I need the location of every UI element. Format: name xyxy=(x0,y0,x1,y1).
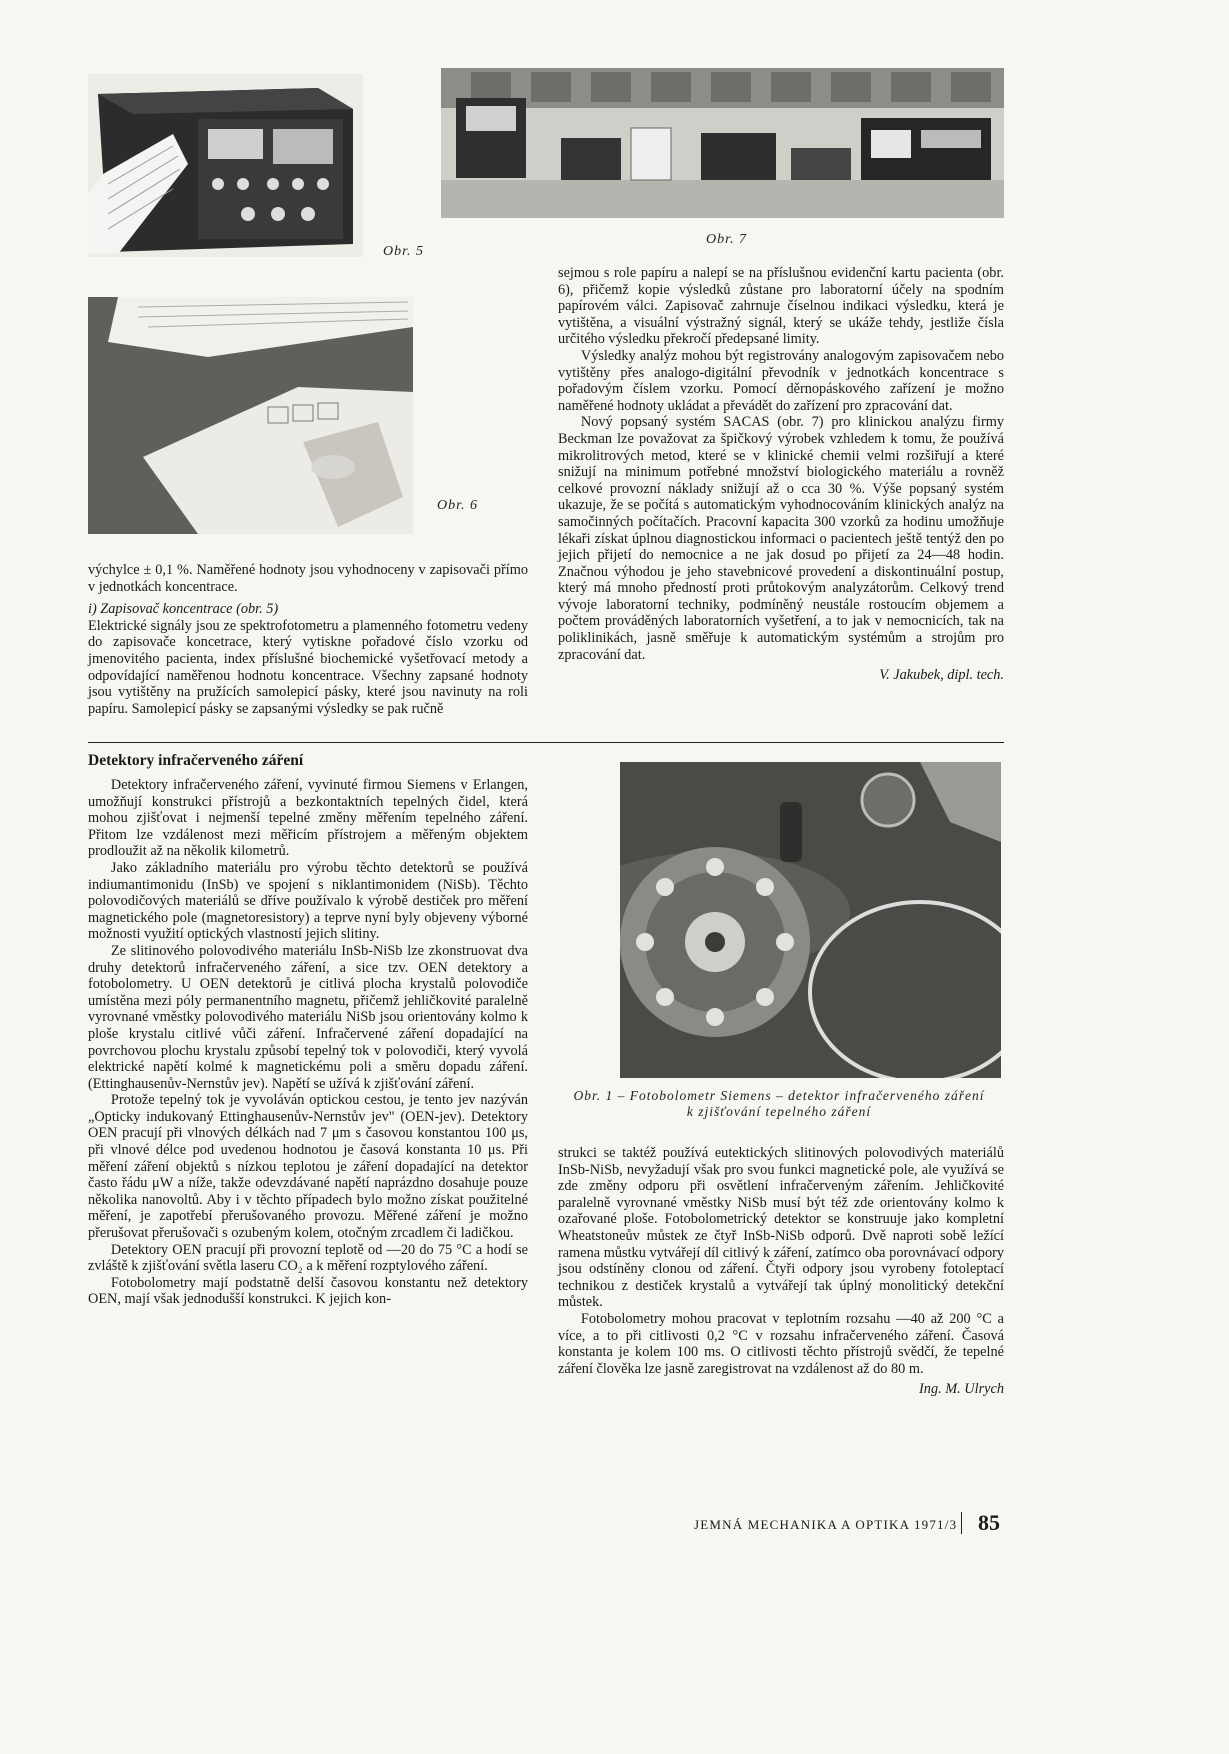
left-top-column xyxy=(88,562,528,717)
figure-1-caption-line-1: Obr. 1 – Fotobolometr Siemens – detektor infračerveného záření xyxy=(573,1088,985,1103)
figure-5-caption: Obr. 5 xyxy=(383,244,425,259)
label-strips-illustration xyxy=(88,297,413,534)
paragraph: Fotobolometry mají podstatně delší časovou konstantu než detektory OEN, mají však jednodušší konstrukci. K jejich kon- xyxy=(88,1274,528,1308)
photo-fotobolometer xyxy=(620,762,1001,1078)
section-title: Detektory infračerveného záření xyxy=(88,752,304,769)
photo-sacas-system xyxy=(441,68,1004,218)
figure-1-caption-line-2: k zjišťování tepelného záření xyxy=(686,1104,872,1119)
subsection-heading: i) Zapisovač koncentrace (obr. 5) xyxy=(88,601,279,618)
lab-system-illustration xyxy=(441,68,1004,218)
right-bottom-column xyxy=(558,1145,1004,1398)
paragraph: Ze slitinového polovodivého materiálu InSb-NiSb lze zkonstruovat dva druhy detektorů infračerveného záření, a sice tzv. OEN detektory a fotobolometry. U OEN detektorů je citlivá plocha krystalů polovodiče umístěna mezi póly permanentního magnetu, přičemž jehličkovité paralelně vyrovnané vměstky polovodivého materiálu NiSb jsou orientovány kolmo k ploše krystalu citlivé vůči záření. Infračervené záření dopadající na povrchovou plochu krystalu způsobí tepelný tok v polovodiči, který vyvolá elektrické napětí kolmé k magnetickému poli a směru dopadu záření. (Ettinghausenův-Nernstův jev). Napětí se užívá k zjišťování záření. xyxy=(88,942,528,1092)
paragraph: Nový popsaný systém SACAS (obr. 7) pro klinickou analýzu firmy Beckman lze považovat za špičkový výrobek vzhledem k tomu, že používá mikrolitrových metod, které se v klinické chemii velmi rozšiřují a které snižují na minimum potřebné množství biologického materiálu a rovněž celkové provozní náklady snižují až o cca 30 %. Výše popsaný systém ukazuje, že se počítá s automatickým vyhodnocováním klinických analýz na samočinných počítačích. Pracovní kapacita 300 vzorků za hodinu umožňuje lékaři získat úplnou diagnostickou informaci o pacientech ještě tentýž den po jejich přijetí do nemocnice a ne jak dosud po přijetí za 24—48 hodin. Značnou výhodou je jeho stavebnicové provedení a diskontinuální postup, který má mnoho předností proti průtokovým analyzátorům. Celkový trend vývoje laboratorní techniky, podmíněný neustále rostoucím objemem a počtem prováděných laboratorních vyšetření, a to jak v nemocnicích, tak na poliklinikách, jasně směřuje k automatickým systémům a strojům pro zpracování dat. xyxy=(558,414,1004,663)
paragraph: výchylce ± 0,1 %. Naměřené hodnoty jsou vyhodnoceny v zapisovači přímo v jednotkách koncentrace. xyxy=(88,562,528,595)
figure-1-caption xyxy=(556,1088,1002,1120)
author-signature: V. Jakubek, dipl. tech. xyxy=(879,667,1004,684)
figure-6-caption: Obr. 6 xyxy=(437,498,479,513)
photo-concentration-recorder xyxy=(88,74,363,257)
paragraph: Protože tepelný tok je vyvoláván optickou cestou, je tento jev nazýván „Opticky indukovaný Ettinghausenův-Nernstův jev" (OEN-jev). Detektory OEN pracují při vlnových délkách nad 7 μm s časovou konstantou 100 μs, při vlnové délce pod uvedenou hodnotou je časová konstanta 10 μs. Při měření záření objektů s nízkou teplotou je záření dopadající na detektor často řádu μW a níže, takže odevzdávané napětí naprázdno dosahuje pouze několika nanovoltů. Aby i v těchto případech bylo možno získat použitelné měření, je zapotřebí přerušovaného provozu. Měřené záření je možno přerušovat přerušovači s ozubeným kolem, otočným zrcadlem či ladičkou. xyxy=(88,1092,528,1242)
paragraph: Jako základního materiálu pro výrobu těchto detektorů se používá indiumantimonidu (InSb) ve spojení s niklantimonidem (NiSb). Těchto polovodičových materiálů se dříve používalo k výrobě destiček pro měření magnetického pole (magnetoresistory) a teprve nyní byly objeveny výborné možnosti využití optických vlastností jejich slitiny. xyxy=(88,859,528,943)
photo-label-strips xyxy=(88,297,413,534)
figure-7-caption: Obr. 7 xyxy=(706,232,748,247)
recorder-illustration xyxy=(88,74,363,257)
fotobolometer-illustration xyxy=(620,762,1001,1078)
paragraph: Detektory OEN pracují při provozní teplotě od —20 do 75 °C a hodí se zvláště k zjišťování světla laseru CO₂ a k měření rozptylového záření. xyxy=(88,1241,528,1275)
paragraph: strukci se taktéž používá eutektických slitinových polovodivých materiálů InSb-NiSb, nevyžadují však pro svou funkci magnetické pole, ale využívá se zde změny odporu při osvětlení infračerveným zářením. Jehličkovité paralelně vyrovnané vměstky NiSb musí být též zde orientovány kolmo k ozařované ploše. Fotobolometrický detektor se konstruuje jako kompletní Wheatstoneův můstek ze čtyř InSb-NiSb odporů. Dvě naproti sobě ležící ramena můstku vytvářejí díl citlivý k záření, zatímco oba porovnávací odpory jsou odstíněny clonou od záření. Čtyři odpory jsou vyrobeny fotoleptací technikou z destiček krystalů a vytvářejí tak úplný monolitický detekční můstek. xyxy=(558,1145,1004,1311)
paragraph: Elektrické signály jsou ze spektrofotometru a plamenného fotometru vedeny do zapisovače koncetrace, který vytiskne pořadové číslo vzorku od jmenovitého pacienta, index příslušné biochemické vyšetřovací metody a odpovídající naměřenou hodnotu koncentrace. Všechny zapsané hodnoty jsou vytištěny na pružících samolepicí pásky, které jsou navinuty na roli papíru. Samolepicí pásky se zapsanými výsledky se pak ručně xyxy=(88,617,528,717)
right-top-column xyxy=(558,265,1004,684)
footer-separator xyxy=(961,1512,962,1534)
journal-footer: JEMNÁ MECHANIKA A OPTIKA 1971/3 xyxy=(694,1517,958,1532)
author-signature: Ing. M. Ulrych xyxy=(919,1381,1004,1398)
paragraph: Fotobolometry mohou pracovat v teplotním rozsahu —40 až 200 °C a více, a to při citlivosti 0,2 °C v rozsahu infračerveného záření. Časová konstanta je kolem 100 ms. O citlivosti těchto přístrojů svědčí, že tepelné záření člověka lze jasně zaregistrovat na vzdálenost až do 80 m. xyxy=(558,1310,1004,1377)
paragraph: Detektory infračerveného záření, vyvinuté firmou Siemens v Erlangen, umožňují konstrukci přístrojů a bezkontaktních tepelných čidel, která mohou zjišťovat i nejmenší tepelné změny měřením tepelného záření. Přitom lze vzdálenost mezi měřicím přístrojem a měřeným objektem prodloužit až na několik kilometrů. xyxy=(88,777,528,860)
paragraph: sejmou s role papíru a nalepí se na příslušnou evidenční kartu pacienta (obr. 6), přičemž kopie výsledků zůstane pro laboratorní účely na spodním papírovém válci. Zapisovač zahrnuje číselnou indikaci výsledku, která je vytištěna, a visuální výstražný signál, který se ukáže tehdy, jestliže čísla určitého výsledku překročí předepsané limity. xyxy=(558,265,1004,348)
paragraph: Výsledky analýz mohou být registrovány analogovým zapisovačem nebo vytištěny přes analogo-digitální převodník v jednotkách koncentrace s pořadovým číslem vzorku. Pomocí děrnopáskového zařízení je možno naměřené hodnoty ukládat a převádět do zařízení pro zpracování dat. xyxy=(558,347,1004,414)
section-divider xyxy=(88,742,1004,743)
page-number: 85 xyxy=(978,1510,1000,1535)
left-bottom-column xyxy=(88,777,528,1308)
